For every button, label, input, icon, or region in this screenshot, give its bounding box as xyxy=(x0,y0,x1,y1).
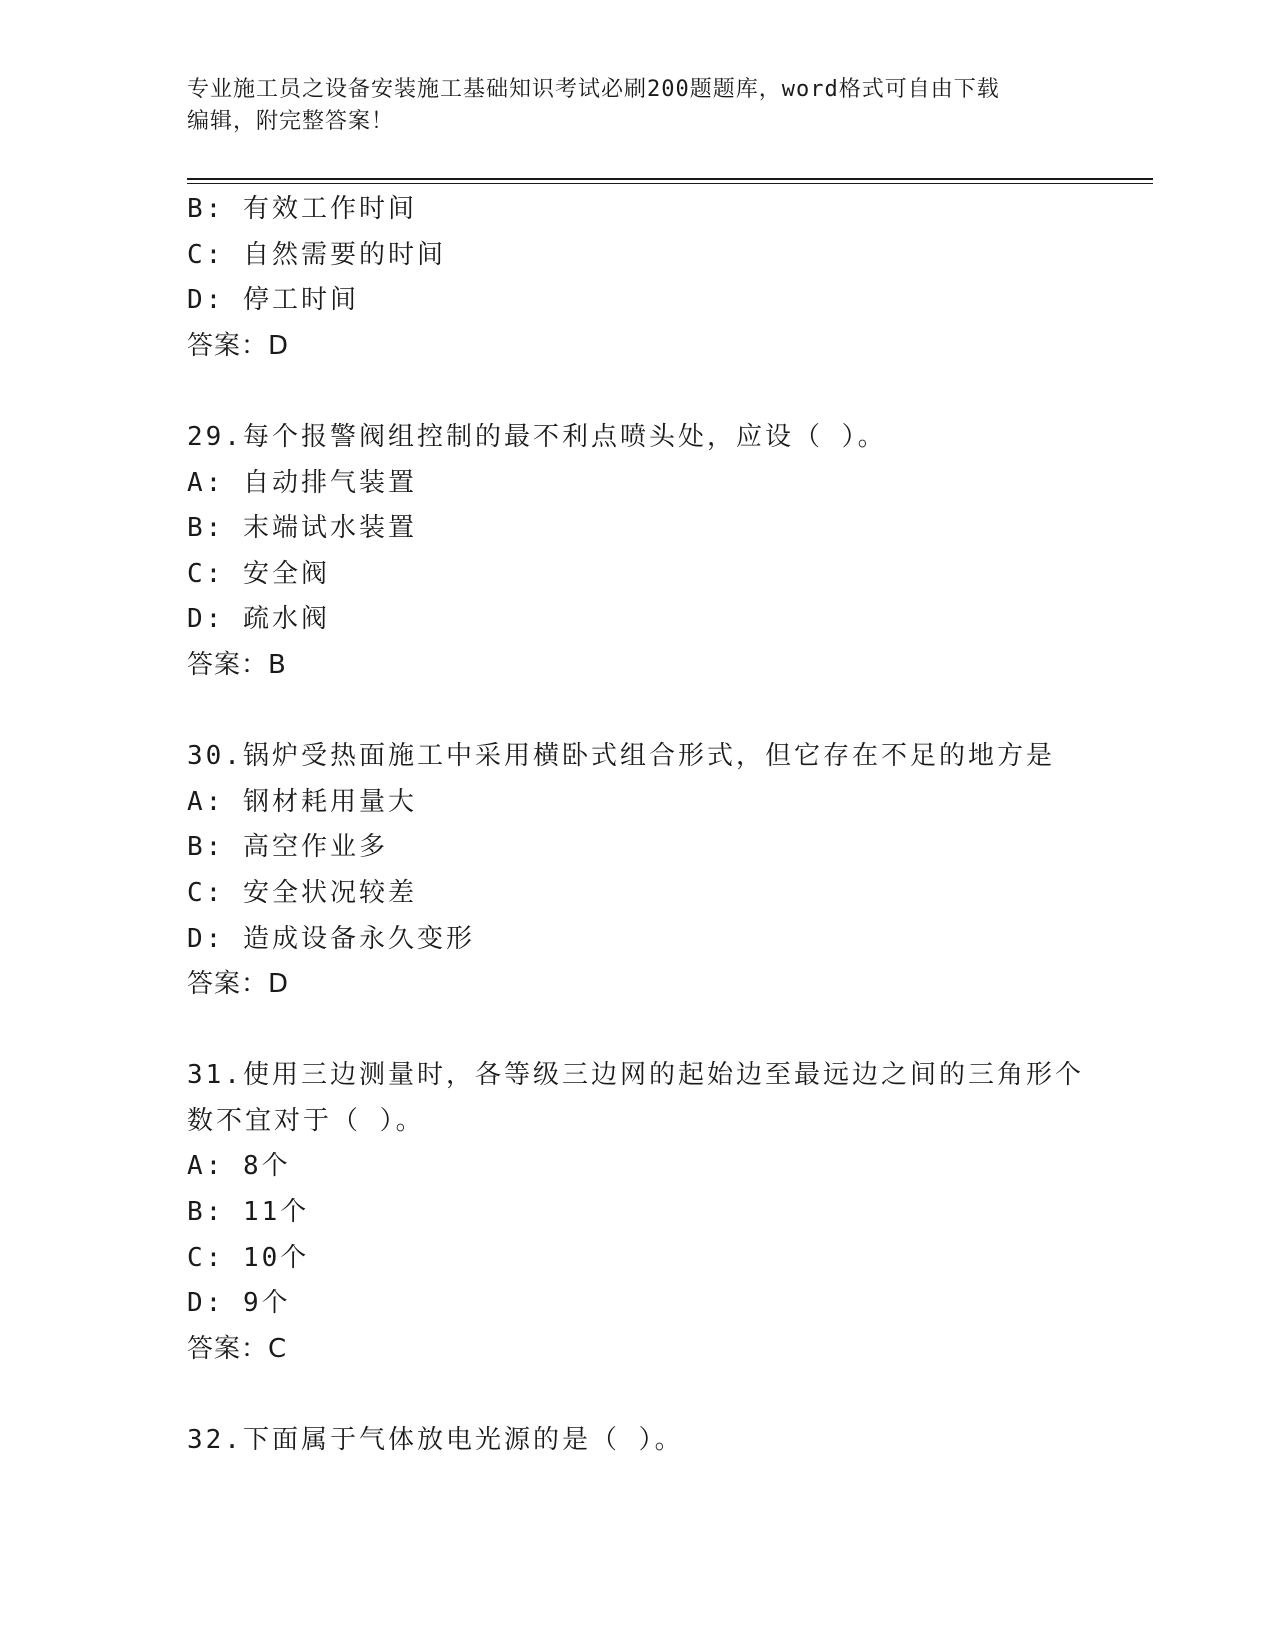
option-c: C: 安全阀 xyxy=(187,558,330,589)
question-29 xyxy=(187,415,1087,689)
question-30 xyxy=(187,734,1087,1008)
question-stem-line-1: 31.使用三边测量时，各等级三边网的起始边至最远边之间的三角形个 xyxy=(187,1060,1084,1091)
option-d: D: 9个 xyxy=(187,1288,291,1319)
spacer xyxy=(187,689,1087,735)
answer-line: 答案：B xyxy=(187,649,287,680)
question-list xyxy=(187,187,1087,1464)
answer-line: 答案：C xyxy=(187,1333,288,1364)
option-c: C: 自然需要的时间 xyxy=(187,239,446,270)
option-a: A: 钢材耗用量大 xyxy=(187,786,417,817)
question-32 xyxy=(187,1418,1087,1464)
option-a: A: 8个 xyxy=(187,1151,291,1182)
header-title-line-1: 专业施工员之设备安装施工基础知识考试必刷200题题库，word格式可自由下载 xyxy=(187,77,1000,102)
answer-line: 答案：D xyxy=(187,969,290,1000)
question-stem: 29.每个报警阀组控制的最不利点喷头处，应设（ ）。 xyxy=(187,421,887,452)
question-28-tail xyxy=(187,187,1087,369)
spacer xyxy=(187,1372,1087,1418)
question-31 xyxy=(187,1053,1087,1372)
option-b: B: 有效工作时间 xyxy=(187,194,417,224)
option-d: D: 造成设备永久变形 xyxy=(187,923,475,954)
option-b: B: 末端试水装置 xyxy=(187,513,417,544)
spacer xyxy=(187,1008,1087,1054)
header-divider-thin xyxy=(187,183,1153,184)
document-header xyxy=(187,74,1067,138)
question-stem: 32.下面属于气体放电光源的是（ ）。 xyxy=(187,1425,684,1456)
option-d: D: 停工时间 xyxy=(187,285,359,316)
option-b: B: 高空作业多 xyxy=(187,832,388,863)
question-stem: 30.锅炉受热面施工中采用横卧式组合形式，但它存在不足的地方是 xyxy=(187,741,1055,772)
answer-line: 答案：D xyxy=(187,330,290,361)
option-c: C: 10个 xyxy=(187,1242,310,1273)
question-stem-line-2: 数不宜对于（ ）。 xyxy=(187,1105,425,1136)
header-title-line-2: 编辑，附完整答案！ xyxy=(187,109,395,134)
spacer xyxy=(187,369,1087,415)
option-d: D: 疏水阀 xyxy=(187,604,330,635)
option-b: B: 11个 xyxy=(187,1197,310,1228)
header-divider-thick xyxy=(187,178,1153,180)
option-a: A: 自动排气装置 xyxy=(187,467,417,498)
option-c: C: 安全状况较差 xyxy=(187,877,417,908)
